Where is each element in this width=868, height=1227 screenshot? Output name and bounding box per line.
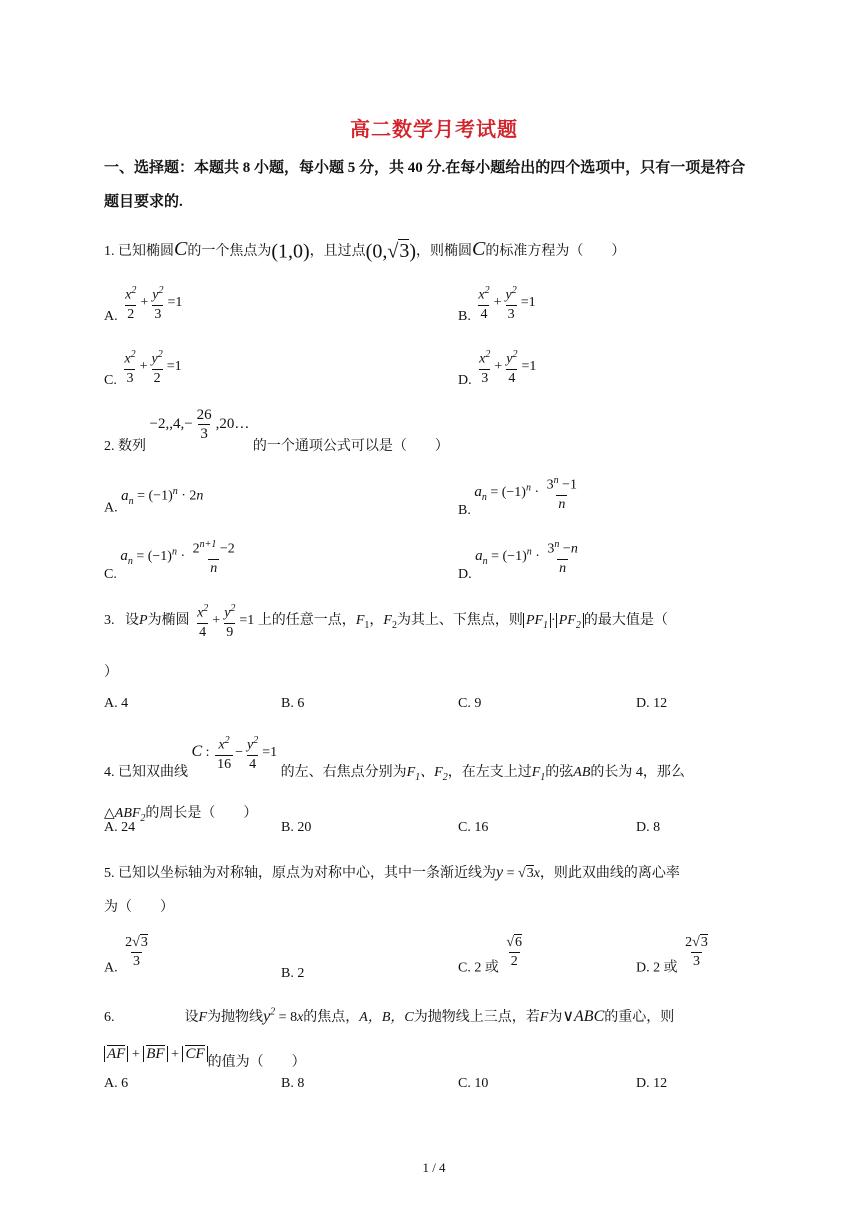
q6-option-c: C. 10 xyxy=(458,1076,489,1091)
q1-option-b: B. $\frac{x^2}{4}$ + $\frac{y^2}{3}$ =1 xyxy=(458,285,536,325)
question-4: 4. 已知双曲线 C : $\frac{x^2}{16}$ − $\frac{y^2}{4}$ =1 的左、右焦点分别为$F_1$、$F_2$，在左支上过$F_1$的弦AB的长为 4，那么 xyxy=(104,735,685,783)
q1-option-a: A. $\frac{x^2}{2}$ + $\frac{y^2}{3}$ =1 xyxy=(104,285,183,325)
section-heading-cont: 题目要求的. xyxy=(104,194,183,210)
q4-option-d: D. 8 xyxy=(636,820,661,835)
question-6: 6. 设F为抛物线$y^2 = 8x$的焦点，A，B，C为抛物线上三点，若F为∨ABC的重心，则 xyxy=(104,1006,675,1025)
q3-option-c: C. 9 xyxy=(458,696,482,711)
q3-option-b: B. 6 xyxy=(281,696,305,711)
question-1: 1. 已知椭圆C的一个焦点为(1,0)，且过点(0,√3)，则椭圆C的标准方程为（ ） xyxy=(104,238,626,263)
page-title: 高二数学月考试题 xyxy=(350,119,518,141)
q2-option-c: C. $a_n = (-1)^n$ · $\frac{2^{n+1} -2}{n}$ xyxy=(104,539,235,583)
question-5-cont: 为（ ） xyxy=(104,900,174,915)
q1-option-c: C. $\frac{x^2}{3}$ + $\frac{y^2}{2}$ =1 xyxy=(104,349,182,389)
q6-option-a: A. 6 xyxy=(104,1076,129,1091)
q4-option-c: C. 16 xyxy=(458,820,489,835)
question-2: 2. 数列 −2,,4,− $\frac{26}{3}$ ,20… 的一个通项公式可以是（ ） xyxy=(104,407,449,454)
question-3-cont: ） xyxy=(104,665,118,680)
q2-option-a: A. $a_n = (-1)^n \cdot 2n$ xyxy=(104,486,204,516)
question-5: 5. 已知以坐标轴为对称轴，原点为对称中心，其中一条渐近线为y = √3x，则此双曲线的离心率 xyxy=(104,864,680,881)
q4-option-a: A. 24 xyxy=(104,820,136,835)
q2-option-d: D. $a_n = (-1)^n$ · $\frac{3^n -n}{n}$ xyxy=(458,539,578,583)
q5-option-b: B. 2 xyxy=(281,966,305,981)
q5-option-a: A. $\frac{2√3}{3}$ xyxy=(104,935,148,976)
q1-option-d: D. $\frac{x^2}{3}$ + $\frac{y^2}{4}$ =1 xyxy=(458,349,537,389)
question-6-cont: AF + BF + CF的值为（ ） xyxy=(104,1046,306,1071)
q3-option-d: D. 12 xyxy=(636,696,668,711)
q4-option-b: B. 20 xyxy=(281,820,312,835)
q2-option-b: B. $a_n = (-1)^n$ · $\frac{3^n -1}{n}$ xyxy=(458,475,578,519)
page-number: 1 / 4 xyxy=(422,1160,446,1175)
question-3: 3. 设P为椭圆 $\frac{x^2}{4}$ + $\frac{y^2}{9}$ =1 上的任意一点，$F_1$，$F_2$为其上、下焦点，则 $PF_1 \cdot PF_2$ 的最大值是（ xyxy=(104,603,668,640)
q3-option-a: A. 4 xyxy=(104,696,129,711)
section-heading: 一、选择题：本题共 8 小题，每小题 5 分，共 40 分.在每小题给出的四个选项中，只有一项是符合 xyxy=(104,160,746,176)
q5-option-d: D. 2 或 $\frac{2√3}{3}$ xyxy=(636,935,708,976)
q6-option-b: B. 8 xyxy=(281,1076,305,1091)
question-4-cont: $\triangle ABF_2$的周长是（ ） xyxy=(104,806,258,824)
q6-option-d: D. 12 xyxy=(636,1076,668,1091)
q5-option-c: C. 2 或 $\frac{√6}{2}$ xyxy=(458,935,523,976)
